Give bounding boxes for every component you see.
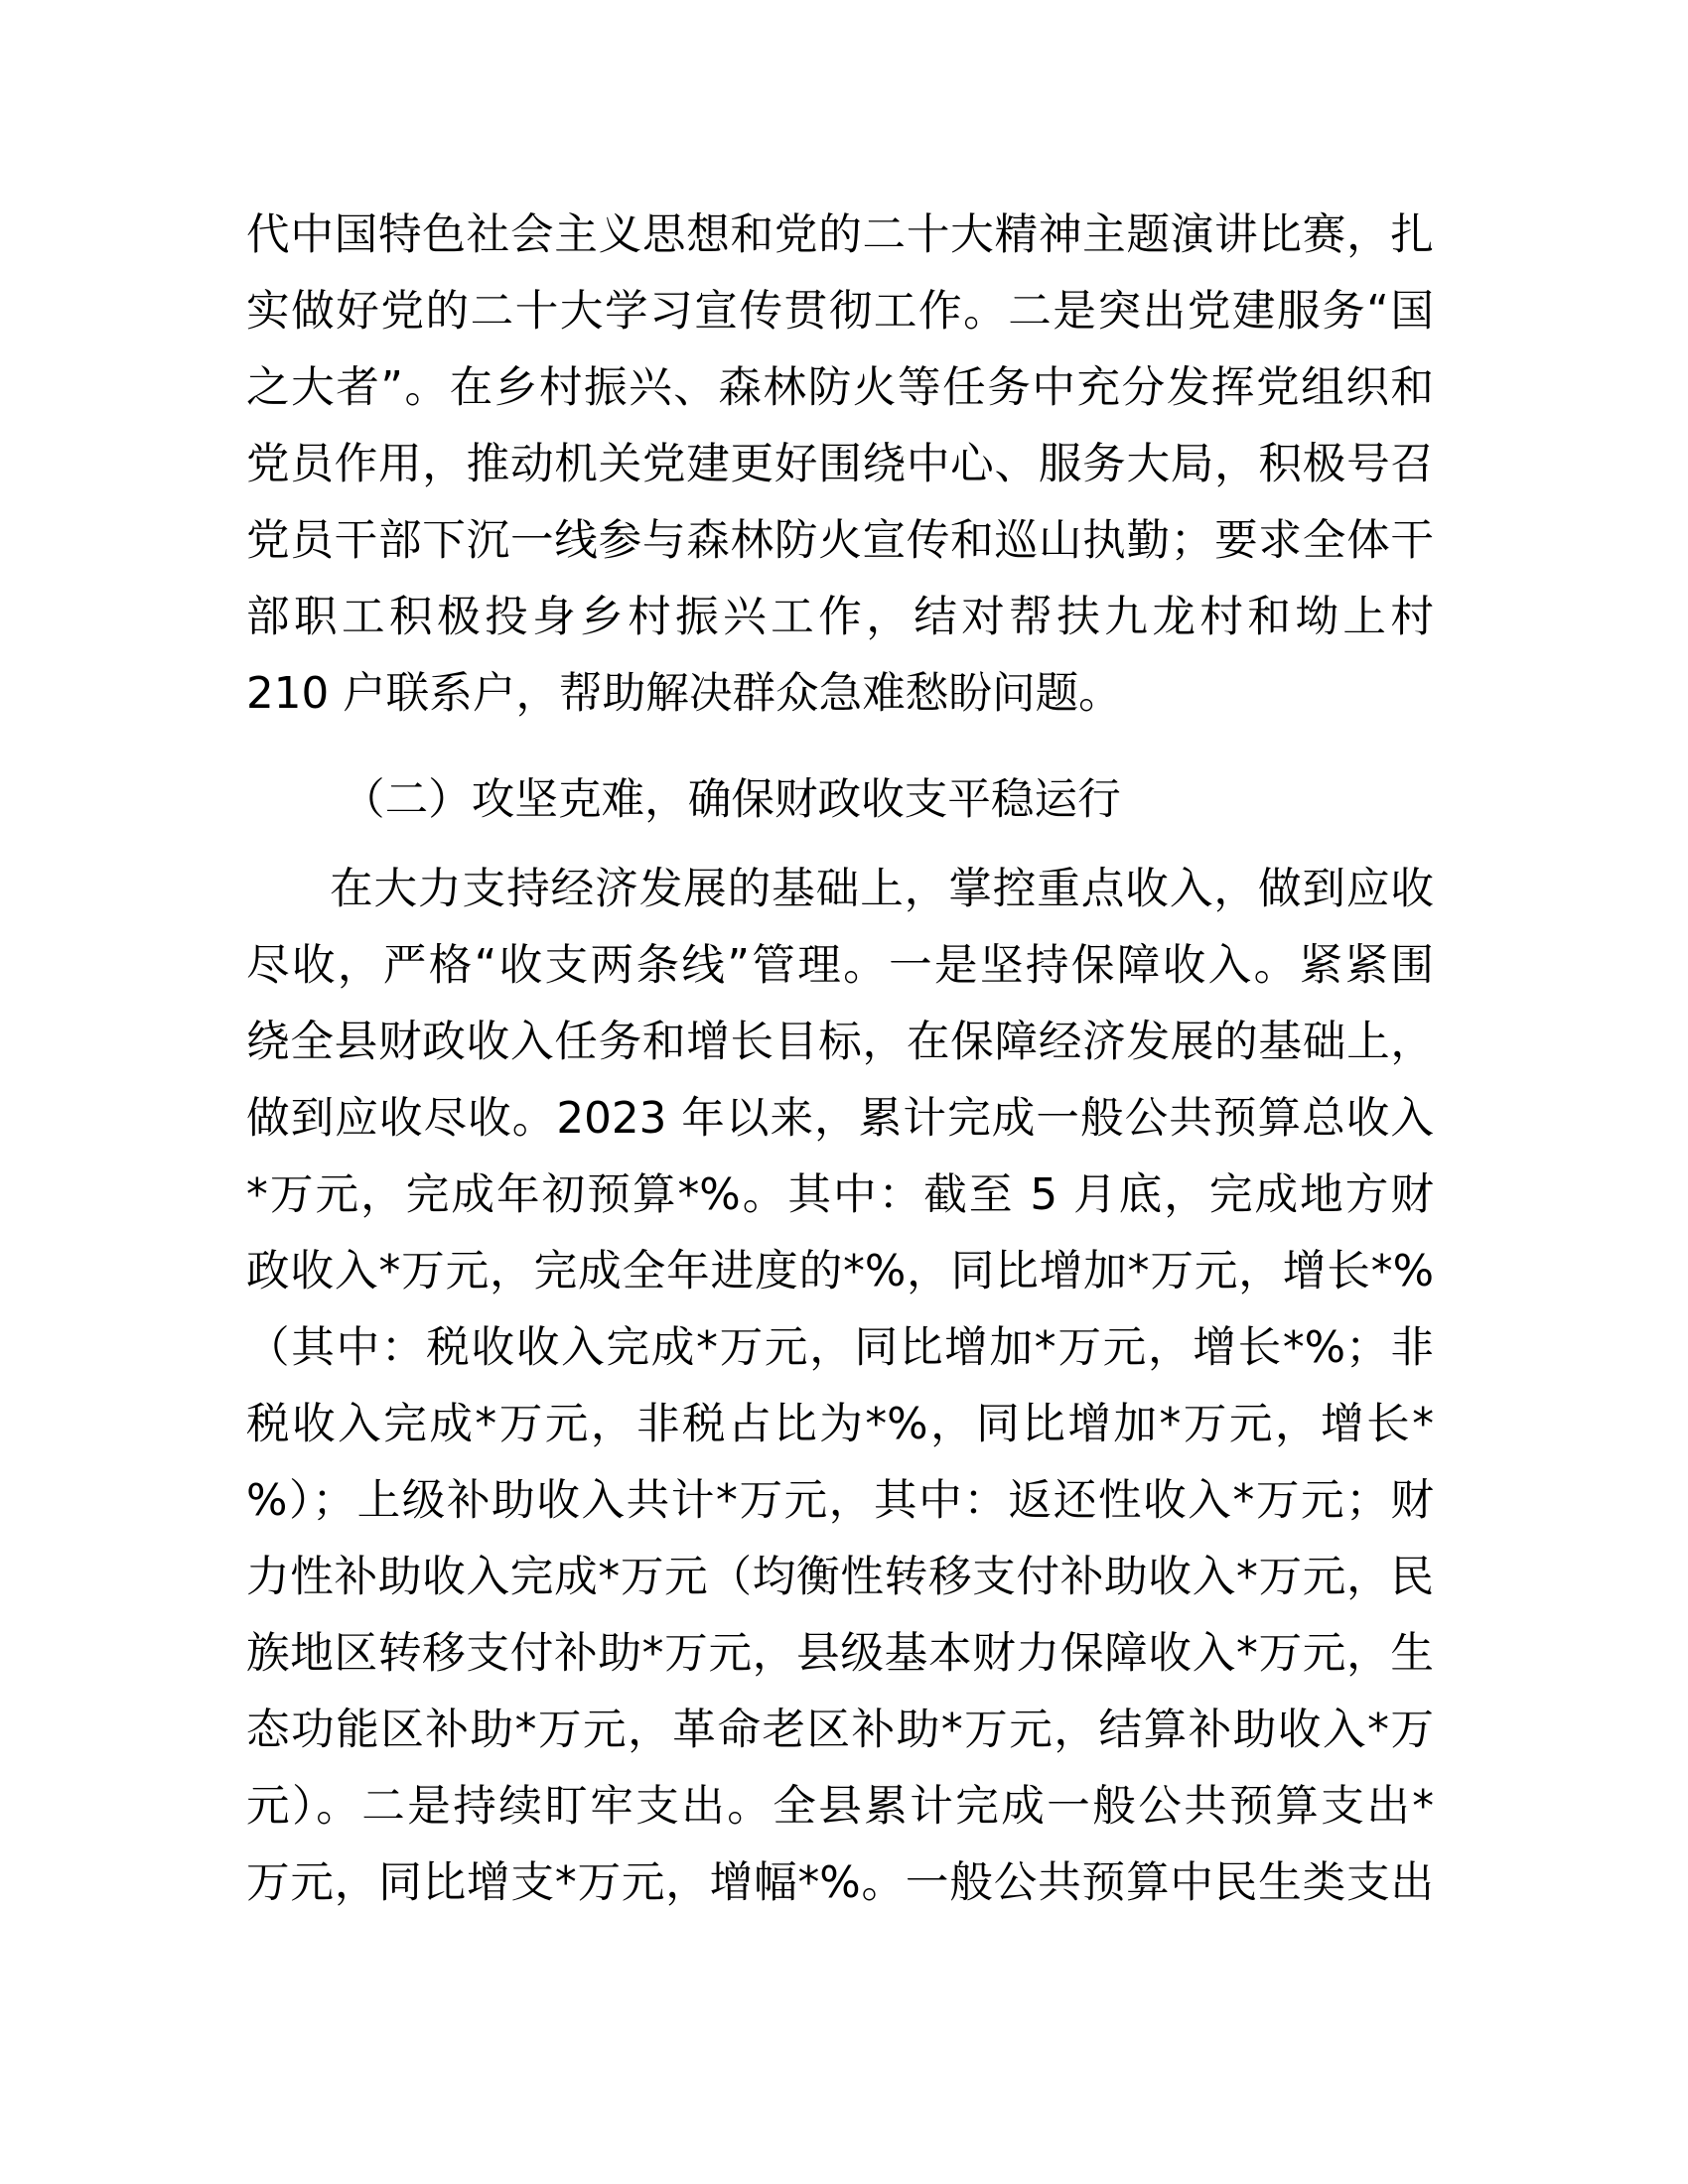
text-line: %）；上级补助收入共计*万元，其中：返还性收入*万元；财 <box>246 1476 1434 1526</box>
text-line: 210 户联系户，帮助解决群众急难愁盼问题。 <box>246 669 1122 719</box>
text-line: 在大力支持经济发展的基础上，掌控重点收入，做到应收 <box>330 865 1434 914</box>
text-line: 之大者”。在乡村振兴、森林防火等任务中充分发挥党组织和 <box>246 363 1434 413</box>
text-line: 做到应收尽收。2023 年以来，累计完成一般公共预算总收入 <box>246 1094 1434 1144</box>
text-line: 实做好党的二十大学习宣传贯彻工作。二是突出党建服务“国 <box>246 287 1434 337</box>
text-line: 政收入*万元，完成全年进度的*%，同比增加*万元，增长*% <box>246 1247 1434 1297</box>
text-line: 力性补助收入完成*万元（均衡性转移支付补助收入*万元，民 <box>246 1553 1434 1602</box>
text-line: （其中：税收收入完成*万元，同比增加*万元，增长*%；非 <box>246 1323 1434 1373</box>
text-line: 族地区转移支付补助*万元，县级基本财力保障收入*万元，生 <box>246 1629 1434 1679</box>
text-line: 尽收，严格“收支两条线”管理。一是坚持保障收入。紧紧围 <box>246 941 1434 991</box>
text-line: 党员作用，推动机关党建更好围绕中心、服务大局，积极号召 <box>246 440 1434 489</box>
section-heading: （二）攻坚克难，确保财政收支平稳运行 <box>342 775 1121 825</box>
text-line: 党员干部下沉一线参与森林防火宣传和巡山执勤；要求全体干 <box>246 516 1434 566</box>
text-line: 万元，同比增支*万元，增幅*%。一般公共预算中民生类支出 <box>246 1858 1434 1908</box>
text-line: 税收入完成*万元，非税占比为*%，同比增加*万元，增长* <box>246 1400 1434 1449</box>
text-line: 代中国特色社会主义思想和党的二十大精神主题演讲比赛，扎 <box>246 210 1434 260</box>
text-line: 态功能区补助*万元，革命老区补助*万元，结算补助收入*万 <box>246 1706 1434 1755</box>
text-line: *万元，完成年初预算*%。其中：截至 5 月底，完成地方财 <box>246 1170 1434 1220</box>
text-line: 元）。二是持续盯牢支出。全县累计完成一般公共预算支出* <box>246 1782 1434 1832</box>
text-line: 绕全县财政收入任务和增长目标，在保障经济发展的基础上， <box>246 1018 1434 1067</box>
text-line: 部职工积极投身乡村振兴工作，结对帮扶九龙村和坳上村 <box>246 593 1434 642</box>
